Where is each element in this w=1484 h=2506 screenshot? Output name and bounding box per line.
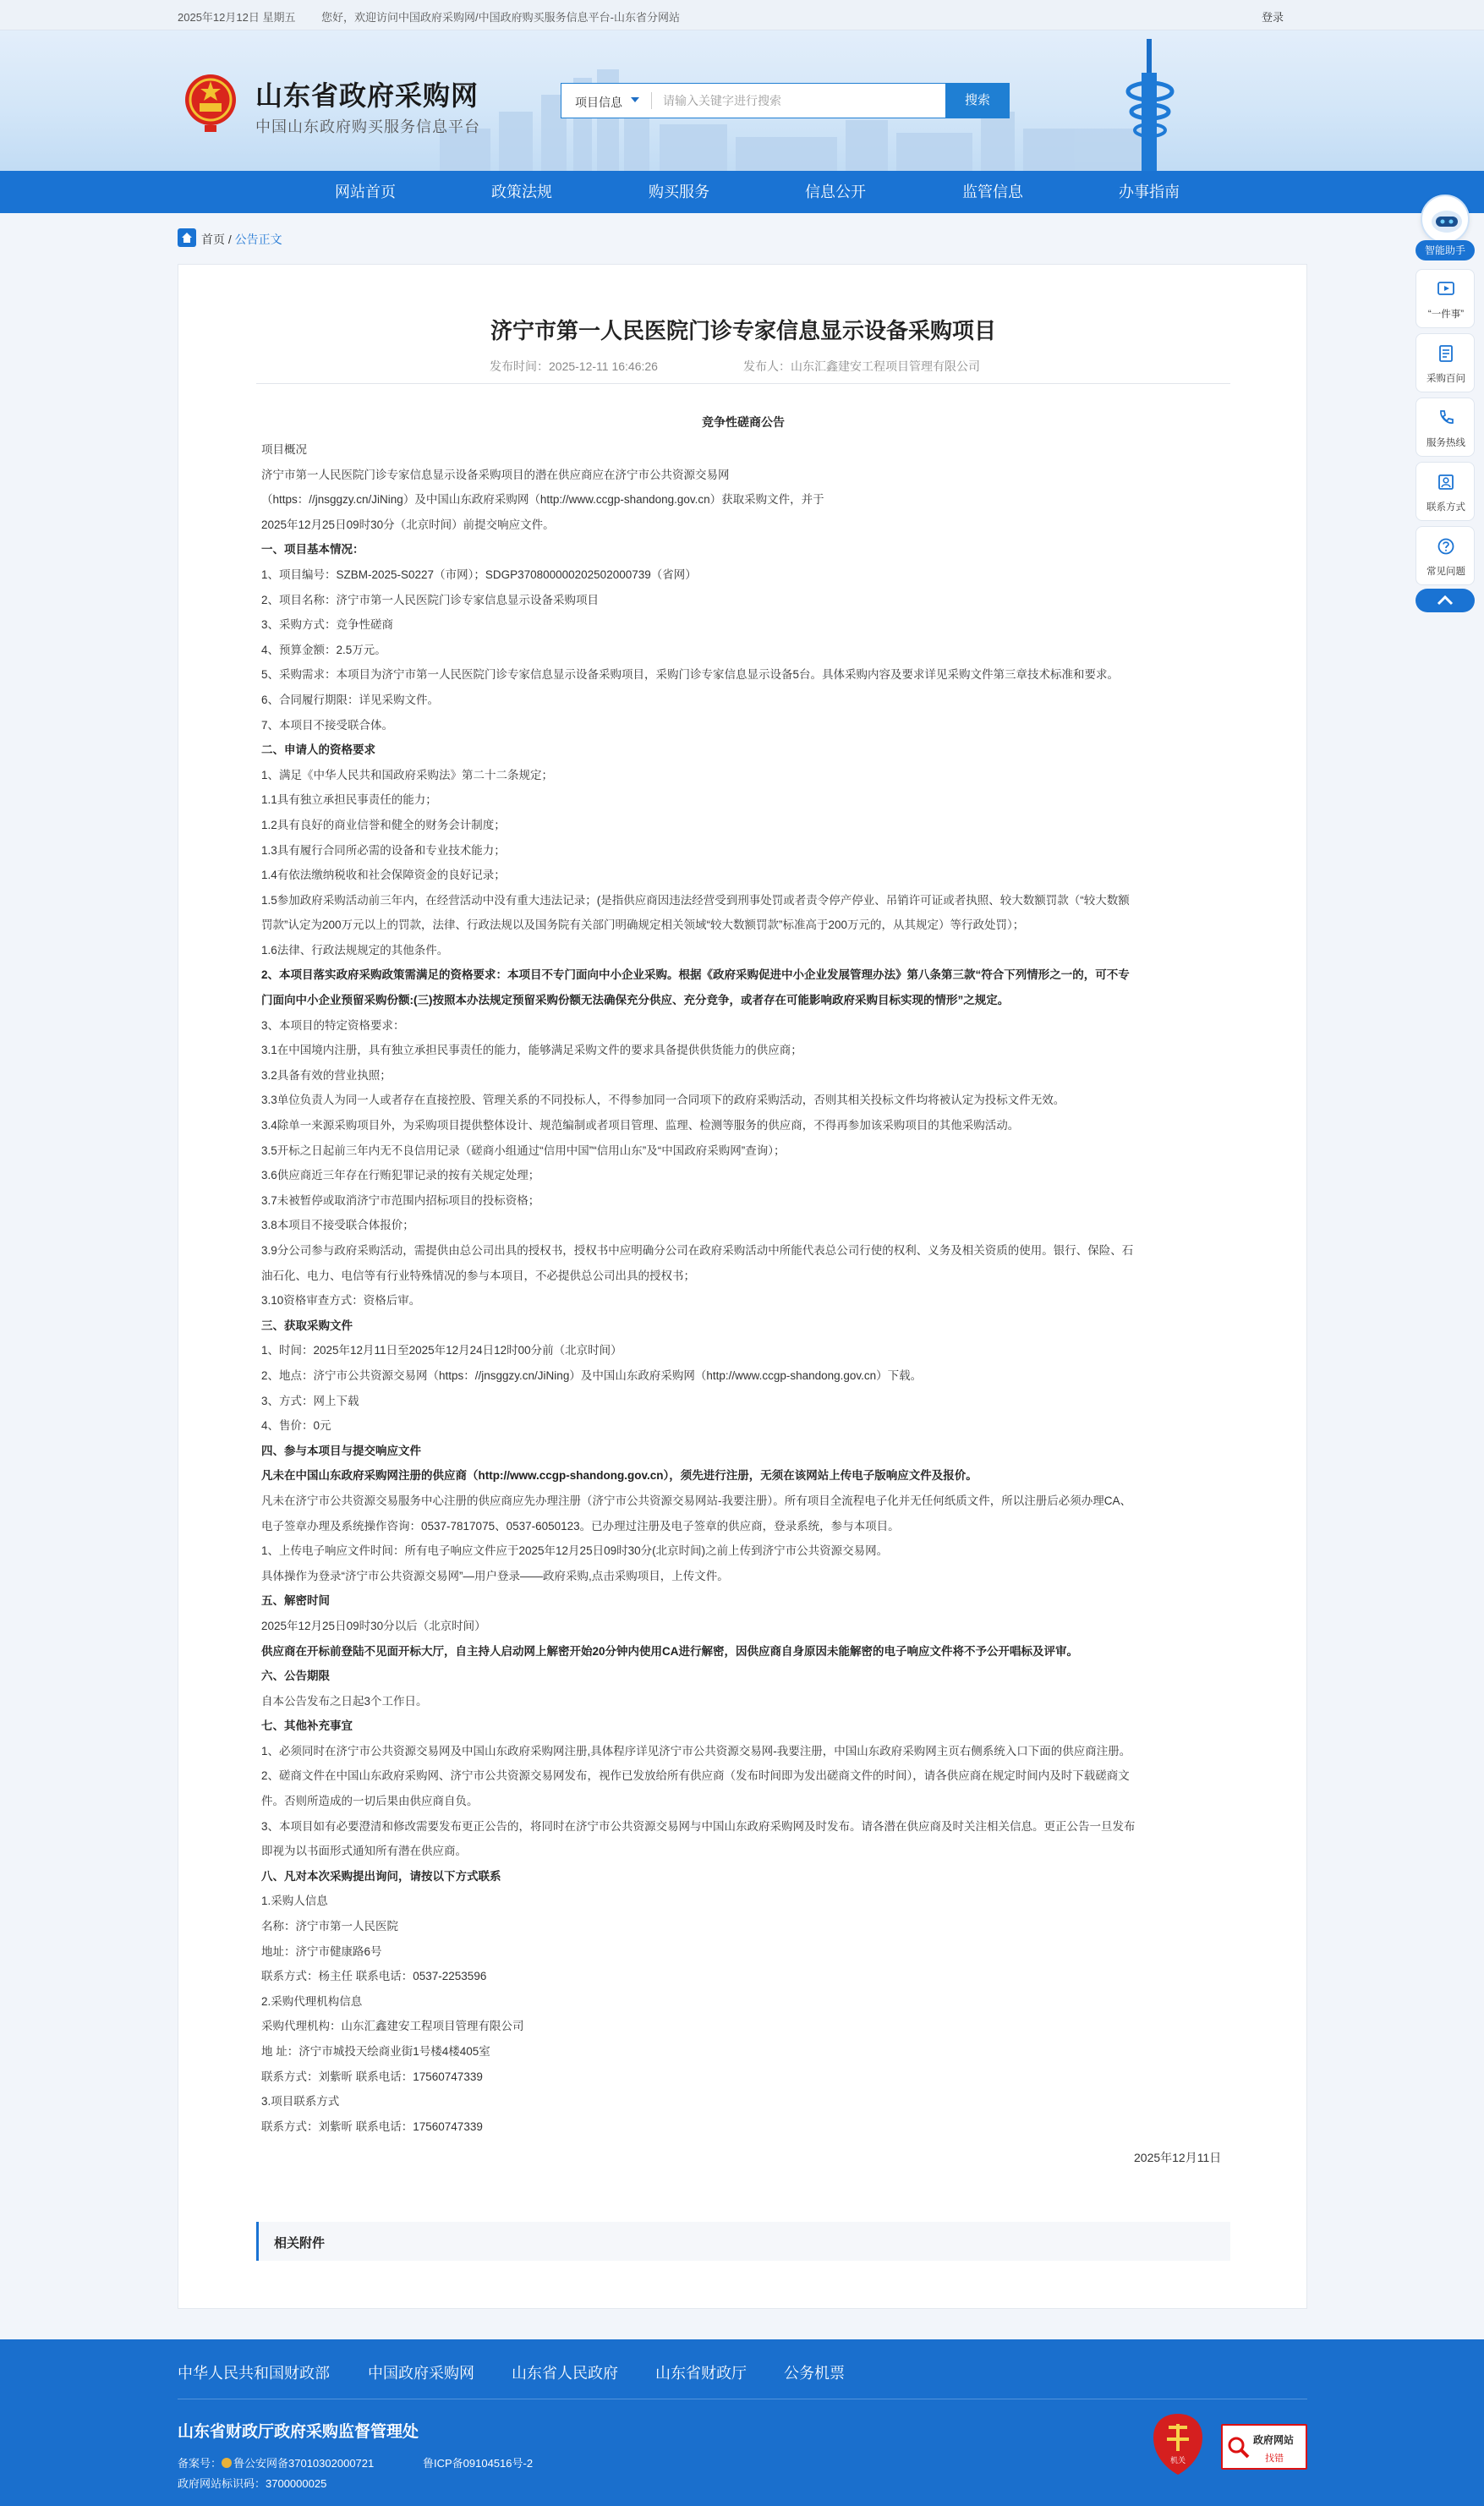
body-line: 2025年12月25日09时30分以后（北京时间） (261, 1619, 486, 1632)
robot-icon (1421, 195, 1470, 244)
body-line: 联系方式：杨主任 联系电话：0537-2253596 (261, 1970, 487, 1983)
article-body (261, 437, 1235, 2139)
site-id: 政府网站标识码：3700000025 (178, 2477, 327, 2490)
body-line: 油石化、电力、电信等有行业特殊情况的参与本项目，不必提供总公司出具的授权书； (261, 1269, 695, 1282)
body-line: 项目概况 (261, 443, 307, 456)
body-line: 1.3具有履行合同所必需的设备和专业技术能力； (261, 843, 506, 857)
attachments-section (256, 2222, 1230, 2261)
attachments-heading: 相关附件 (274, 2236, 326, 2251)
body-line: 3、采购方式：竞争性磋商 (261, 618, 394, 632)
search-separator (651, 92, 652, 109)
body-line: 3.2具备有效的营业执照； (261, 1068, 392, 1082)
search-box (561, 83, 1009, 118)
contact-button[interactable] (1416, 462, 1475, 521)
section-heading: 四、参与本项目与提交响应文件 (261, 1444, 421, 1457)
body-line: 3、方式：网上下载 (261, 1394, 359, 1407)
body-line: 3.6供应商近三年存在行贿犯罪记录的按有关规定处理； (261, 1169, 540, 1182)
publisher: 发布人：山东汇鑫建安工程项目管理有限公司 (743, 359, 980, 373)
body-line: 4、预算金额：2.5万元。 (261, 643, 386, 656)
body-line: 3、本项目的特定资格要求： (261, 1018, 405, 1032)
body-line: 2、磋商文件在中国山东政府采购网、济宁市公共资源交易网发布，视作已发放给所有供应商（发布时间即为发出磋商文件的时间），请各供应商在规定时间内及时下载磋商文 (261, 1769, 1130, 1783)
body-line: 3.7未被暂停或取消济宁市范围内招标项目的投标资格； (261, 1193, 540, 1207)
footer-link-mof[interactable]: 中华人民共和国财政部 (178, 2365, 330, 2382)
body-line: 6、合同履行期限：详见采购文件。 (261, 693, 440, 706)
contact-label: 联系方式 (1427, 502, 1465, 513)
body-line: 3.4除单一来源采购项目外，为采购项目提供整体设计、规范编制或者项目管理、监理、检测等服务的供应商，不得再参加该采购项目的其他采购活动。 (261, 1119, 1020, 1132)
body-line: 3.9分公司参与政府采购活动，需提供由总公司出具的授权书，授权书中应明确分公司在政府采购活动中所能代表总公司行使的权利、义务及相关资质的使用。银行、保险、石 (261, 1244, 1134, 1257)
party-gov-seal-icon[interactable] (1152, 2412, 1204, 2476)
document-icon (1437, 344, 1455, 363)
body-line: 1.2具有良好的商业信誉和健全的财务会计制度； (261, 818, 506, 831)
contact-card-icon (1437, 473, 1455, 491)
section-heading: 2、本项目落实政府采购政策需满足的资格要求：本项目不专门面向中小企业采购。根据《政府采购促进中小企业发展管理办法》第八条第三款“符合下列情形之一的，可不专 (261, 968, 1130, 982)
search-category-select[interactable] (561, 84, 651, 118)
section-heading: 五、解密时间 (261, 1594, 330, 1608)
body-line: 3.1在中国境内注册，具有独立承担民事责任的能力，能够满足采购文件的要求具备提供供货能力的供应商； (261, 1044, 802, 1057)
body-line: 1.采购人信息 (261, 1895, 328, 1908)
body-line: 济宁市第一人民医院门诊专家信息显示设备采购项目的潜在供应商应在济宁市公共资源交易网 (261, 468, 730, 481)
body-line: 3.8本项目不接受联合体报价； (261, 1219, 414, 1232)
section-heading: 六、公告期限 (261, 1670, 330, 1683)
faq-hundred-button[interactable] (1416, 333, 1475, 392)
notice-type-heading: 竞争性磋商公告 (702, 415, 785, 429)
body-line: 1.4有依法缴纳税收和社会保障资金的良好记录； (261, 869, 506, 882)
footer-link-flight[interactable]: 公务机票 (784, 2365, 845, 2382)
body-line: 1、满足《中华人民共和国政府采购法》第二十二条规定； (261, 768, 554, 781)
section-heading: 供应商在开标前登陆不见面开标大厅，自主持人启动网上解密开始20分钟内使用CA进行解密，因供应商自身原因未能解密的电子响应文件将不予公开唱标及评审。 (261, 1644, 1079, 1658)
body-line: 3.10资格审查方式：资格后审。 (261, 1294, 421, 1308)
site-subtitle: 中国山东政府购买服务信息平台 (255, 118, 480, 135)
login-link[interactable]: 登录 (1262, 11, 1284, 24)
search-button[interactable]: 搜索 (945, 83, 1010, 118)
section-heading: 一、项目基本情况： (261, 543, 364, 557)
common-questions-label: 常见问题 (1427, 567, 1465, 577)
error-badge-title: 政府网站 (1253, 2434, 1295, 2446)
magnifier-icon (1226, 2435, 1251, 2460)
section-heading: 三、获取采购文件 (261, 1319, 353, 1332)
body-line: （https：//jnsggzy.cn/JiNing）及中国山东政府采购网（http://www.ccgp-shandong.gov.cn）获取采购文件，并于 (261, 493, 824, 507)
home-icon[interactable] (178, 228, 196, 247)
chevron-up-icon (1416, 589, 1475, 612)
body-line: 具体操作为登录“济宁市公共资源交易网”—用户登录——政府采购,点击采购项目，上传文件。 (261, 1569, 729, 1582)
footer-org: 山东省财政厅政府采购监督管理处 (178, 2423, 419, 2441)
body-line: 3.3单位负责人为同一人或者存在直接控股、管理关系的不同投标人，不得参加同一合同项下的政府采购活动，否则其相关投标文件均将被认定为投标文件无效。 (261, 1094, 1065, 1107)
hotline-button[interactable] (1416, 398, 1475, 457)
body-line: 1.1具有独立承担民事责任的能力； (261, 793, 437, 807)
breadcrumb-current: 公告正文 (234, 233, 282, 246)
faq-hundred-label: 采购百问 (1427, 374, 1465, 384)
error-badge-sub: 找错 (1265, 2454, 1284, 2464)
smart-assistant-button[interactable] (1416, 195, 1475, 262)
footer-link-ccgp[interactable]: 中国政府采购网 (368, 2365, 474, 2382)
section-heading: 凡未在中国山东政府采购网注册的供应商（http://www.ccgp-shandong.gov.cn），须先进行注册，无须在该网站上传电子版响应文件及报价。 (261, 1469, 977, 1483)
one-thing-label: “一件事” (1427, 310, 1465, 320)
welcome-text: 您好，欢迎访问中国政府采购网/中国政府购买服务信息平台-山东省分网站 (321, 11, 680, 24)
body-line: 地 址：济宁市城投天绘商业街1号楼4楼405室 (261, 2045, 490, 2058)
nav-info-disclosure[interactable]: 信息公开 (805, 184, 866, 200)
main-nav (0, 171, 1484, 213)
signature-date: 2025年12月11日 (1134, 2151, 1222, 2164)
top-bar (0, 0, 1484, 30)
question-icon (1437, 537, 1455, 556)
body-line: 名称：济宁市第一人民医院 (261, 1920, 398, 1933)
record-label: 备案号： (178, 2457, 222, 2470)
breadcrumb-separator: / (225, 233, 235, 246)
body-line: 2、项目名称：济宁市第一人民医院门诊专家信息显示设备采购项目 (261, 593, 600, 606)
nav-purchase-services[interactable]: 购买服务 (649, 184, 709, 200)
page-title: 济宁市第一人民医院门诊专家信息显示设备采购项目 (490, 318, 996, 343)
body-line: 联系方式：刘紫昕 联系电话：17560747339 (261, 2119, 483, 2133)
body-line: 7、本项目不接受联合体。 (261, 718, 394, 732)
body-line: 电子签章办理及系统操作咨询：0537-7817075、0537-6050123。已办理过注册及电子签章的供应商，登录系统，参与本项目。 (261, 1519, 900, 1533)
body-line: 罚款”认定为200万元以上的罚款，法律、行政法规以及国务院有关部门明确规定相关领域“较大数额罚款”标准高于200万元的，从其规定）等行政处罚）； (261, 919, 1025, 932)
police-record-number[interactable]: 鲁公安网备37010302000721 (233, 2457, 375, 2470)
body-line: 1、时间：2025年12月11日至2025年12月24日12时00分前（北京时间） (261, 1344, 622, 1357)
search-input[interactable] (663, 90, 900, 111)
body-line: 3、本项目如有必要澄清和修改需要发布更正公告的，将同时在济宁市公共资源交易网与中国山东政府采购网及时发布。请各潜在供应商及时关注相关信息。更正公告一旦发布 (261, 1819, 1136, 1833)
section-heading: 二、申请人的资格要求 (261, 743, 375, 757)
nav-supervision[interactable]: 监管信息 (962, 184, 1023, 200)
quancheng-tower-image (1116, 39, 1184, 171)
body-line: 4、售价：0元 (261, 1419, 331, 1433)
section-heading: 七、其他补充事宜 (261, 1719, 353, 1733)
police-record (178, 2454, 374, 2470)
caret-down-icon (631, 97, 639, 102)
body-line: 2.采购代理机构信息 (261, 1994, 363, 2008)
smart-assistant-label: 智能助手 (1416, 240, 1475, 260)
gov-site-error-report-badge[interactable] (1221, 2424, 1307, 2470)
svg-text:机关: 机关 (1169, 2457, 1186, 2465)
search-category-label: 项目信息 (575, 96, 622, 109)
body-line: 联系方式：刘紫昕 联系电话：17560747339 (261, 2070, 483, 2083)
one-thing-button[interactable] (1416, 269, 1475, 328)
footer-link-sd-finance[interactable]: 山东省财政厅 (655, 2365, 747, 2382)
body-line: 1.6法律、行政法规规定的其他条件。 (261, 943, 449, 957)
section-heading: 门面向中小企业预留采购份额:(三)按照本办法规定预留采购份额无法确保充分供应、充分竞争，或者存在可能影响政府采购目标实现的情形”之规定。 (261, 994, 1010, 1007)
back-to-top-button[interactable] (1416, 589, 1475, 612)
body-line: 3.项目联系方式 (261, 2095, 340, 2108)
body-line: 凡未在济宁市公共资源交易服务中心注册的供应商应先办理注册（济宁市公共资源交易网站-我要注册）。所有项目全流程电子化并无任何纸质文件，所以注册后必须办理CA、 (261, 1494, 1131, 1507)
police-badge-icon (222, 2458, 232, 2468)
nav-home[interactable]: 网站首页 (335, 184, 396, 200)
breadcrumb-home[interactable]: 首页 (201, 233, 225, 246)
site-title: 山东省政府采购网 (255, 80, 479, 111)
body-line: 2、地点：济宁市公共资源交易网（https：//jnsggzy.cn/JiNing）及中国山东政府采购网（http://www.ccgp-shandong.gov.cn）下载。 (261, 1368, 923, 1382)
body-line: 1、项目编号：SZBM-2025-S0227（市网）；SDGP370800000202502000739（省网） (261, 568, 697, 581)
body-line: 采购代理机构：山东汇鑫建安工程项目管理有限公司 (261, 2020, 524, 2033)
footer-link-sd-gov[interactable]: 山东省人民政府 (512, 2365, 618, 2382)
common-questions-button[interactable] (1416, 526, 1475, 585)
body-line: 2025年12月25日09时30分（北京时间）前提交响应文件。 (261, 518, 555, 531)
body-line: 1、必须同时在济宁市公共资源交易网及中国山东政府采购网注册,具体程序详见济宁市公共资源交易网-我要注册，中国山东政府采购网主页右侧系统入口下面的供应商注册。 (261, 1744, 1131, 1757)
national-emblem-icon (183, 69, 238, 134)
body-line: 件。否则所造成的一切后果由供应商自负。 (261, 1795, 479, 1808)
body-line: 3.5开标之日起前三年内无不良信用记录（磋商小组通过“信用中国”“信用山东”及“中国政府采购网”查询）； (261, 1143, 786, 1157)
current-date: 2025年12月12日 星期五 (178, 11, 296, 24)
article-card (178, 264, 1307, 2309)
body-line: 即视为以书面形式通知所有潜在供应商。 (261, 1845, 467, 1858)
body-line: 1.5参加政府采购活动前三年内，在经营活动中没有重大违法记录；(是指供应商因违法经营受到刑事处罚或者责令停产停业、吊销许可证或者执照、较大数额罚款（“较大数额 (261, 893, 1130, 907)
play-screen-icon (1437, 280, 1455, 299)
body-line: 地址：济宁市健康路6号 (261, 1944, 382, 1958)
site-header (0, 30, 1484, 171)
site-footer (0, 2339, 1484, 2506)
title-divider (256, 383, 1230, 384)
publish-time: 发布时间：2025-12-11 16:46:26 (490, 359, 658, 373)
phone-icon (1437, 409, 1455, 427)
body-line: 1、上传电子响应文件时间：所有电子响应文件应于2025年12月25日09时30分(北京时间)之前上传到济宁市公共资源交易网。 (261, 1544, 889, 1558)
section-heading: 八、凡对本次采购提出询问，请按以下方式联系 (261, 1869, 501, 1883)
nav-policy[interactable]: 政策法规 (491, 184, 552, 200)
icp-record[interactable]: 鲁ICP备09104516号-2 (423, 2457, 534, 2470)
hotline-label: 服务热线 (1427, 438, 1465, 448)
nav-guide[interactable]: 办事指南 (1119, 184, 1180, 200)
body-line: 5、采购需求：本项目为济宁市第一人民医院门诊专家信息显示设备采购项目，采购门诊专家信息显示设备5台。具体采购内容及要求详见采购文件第三章技术标准和要求。 (261, 668, 1120, 682)
body-line: 自本公告发布之日起3个工作日。 (261, 1694, 428, 1708)
